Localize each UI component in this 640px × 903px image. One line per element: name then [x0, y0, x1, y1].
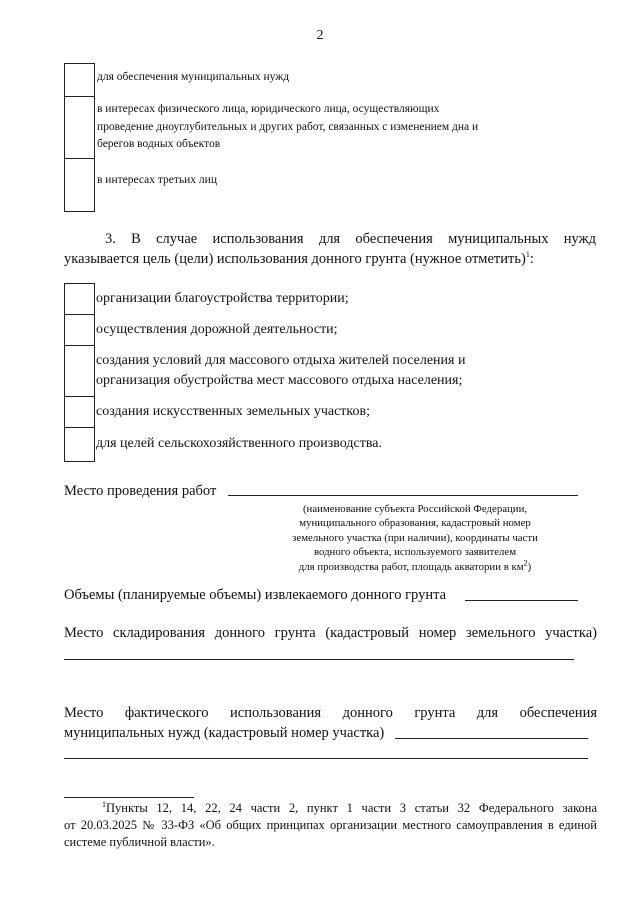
- footnote-mark: 1: [102, 799, 106, 809]
- checkbox-road-activity[interactable]: [64, 314, 95, 347]
- option-municipal-needs: для обеспечения муниципальных нужд: [97, 71, 290, 83]
- work-place-label: Место проведения работ: [64, 483, 217, 499]
- checkbox-dredging-works[interactable]: [64, 96, 95, 160]
- volumes-label: Объемы (планируемые объемы) извлекаемого донного грунта: [64, 587, 447, 603]
- checkbox-artificial-land[interactable]: [64, 396, 95, 429]
- storage-field[interactable]: [64, 659, 574, 660]
- work-place-field[interactable]: [228, 495, 578, 496]
- option-dredging-line3: берегов водных объектов: [97, 138, 221, 150]
- goal-landscaping: организации благоустройства территории;: [96, 291, 349, 306]
- checkbox-third-parties[interactable]: [64, 158, 95, 212]
- footnote-line1: $^1$Пункты 12, 14, 22, 24 части 2, пункт 1 части 3 статьи 32 Федерального закона: [102, 799, 597, 815]
- work-place-hint: (наименование субъекта Российской Федерации, муниципального образования, кадастровый номер земельного участка (при наличии), координаты части водного объекта, используемого заявителем для производства работ, площадь акватории в $км^2$): [292, 503, 538, 573]
- option-third-parties: в интересах третьих лиц: [97, 174, 217, 186]
- option-dredging-line2: проведение дноуглубительных и других работ, связанных с изменением дна и: [97, 121, 479, 133]
- goal-recreation-line1: создания условий для массового отдыха жителей поселения и: [96, 353, 466, 368]
- actual-use-field-2[interactable]: [64, 758, 588, 759]
- footnote-divider: [64, 797, 194, 798]
- section3-line2: указывается цель (цели) использования донного грунта (нужное отметить)$^1$:: [64, 250, 534, 267]
- actual-use-field[interactable]: [395, 738, 588, 739]
- checkbox-municipal-needs[interactable]: [64, 63, 95, 98]
- storage-label: Место складирования донного грунта (кадастровый номер земельного участка): [64, 625, 597, 641]
- footnote-ref: 1: [525, 250, 530, 260]
- footnote-line2: от 20.03.2025 № 33-ФЗ «Об общих принципах организации местного самоуправления в единой: [64, 818, 597, 832]
- footnote-line3: системе публичной власти».: [64, 835, 215, 849]
- option-dredging-line1: в интересах физического лица, юридического лица, осуществляющих: [97, 103, 440, 115]
- goal-recreation-line2: организация обустройства мест массового отдыха населения;: [96, 373, 463, 388]
- volumes-field[interactable]: [465, 600, 578, 601]
- checkbox-landscaping[interactable]: [64, 283, 95, 316]
- checkbox-recreation[interactable]: [64, 345, 95, 398]
- checkbox-agriculture[interactable]: [64, 427, 95, 462]
- actual-use-line1: Место фактического использования донного грунта для обеспечения: [64, 705, 597, 721]
- section3-line1: 3. В случае использования для обеспечения муниципальных нужд: [105, 231, 596, 247]
- goal-artificial-land: создания искусственных земельных участков;: [96, 404, 371, 419]
- actual-use-line2: муниципальных нужд (кадастровый номер участка): [64, 725, 385, 741]
- goal-agriculture: для целей сельскохозяйственного производства.: [96, 436, 382, 451]
- page-number: 2: [316, 28, 324, 43]
- goal-road-activity: осуществления дорожной деятельности;: [96, 322, 338, 337]
